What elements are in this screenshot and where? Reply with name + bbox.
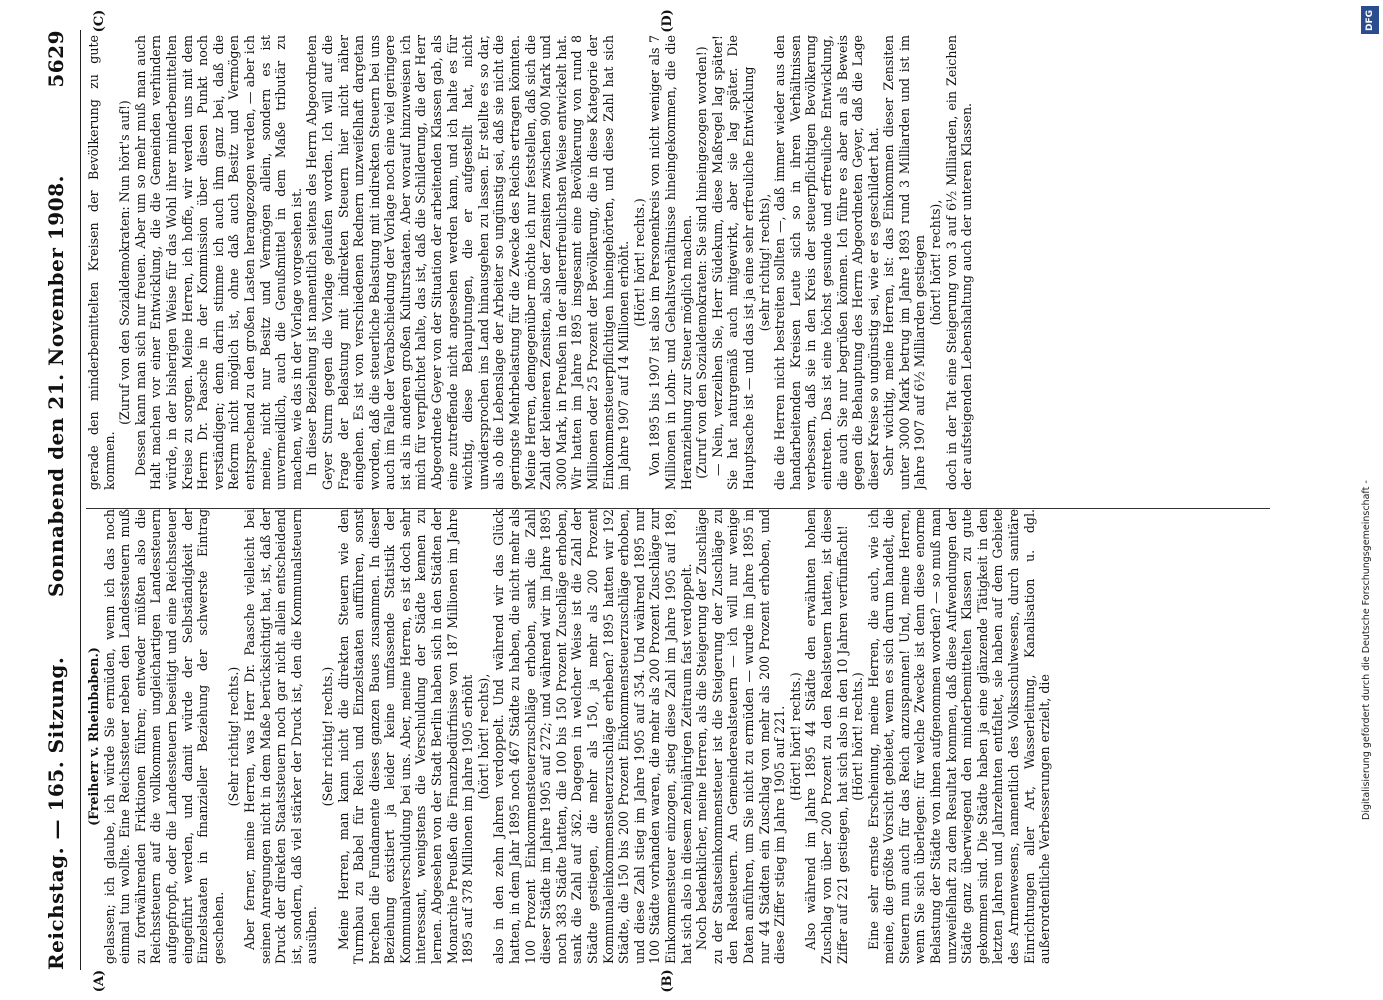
paragraph: — Nein, verzeihen Sie, Herr Südekum, diese Maßregel lag später! Sie hat naturgemäß auch mitgewirkt, aber sie lag später. Die Hauptsache ist — und das ist ja eine sehr erfreuliche Entwicklung: [709, 35, 756, 490]
paragraph: Dessen kann man sich nur freuen. Aber um so mehr muß man auch Halt machen vor einer Entwicklung, die die Gemeinden verhindern würde, in der bisherigen Weise für das Wohl ihrer minderbemittelten Kreise zu sorgen. Meine Herren, ich hoffe, wir werden uns mit dem Herrn Dr. Paasche in der Kommission über diesen Punkt noch verständigen; denn darin stimme ich auch ihm ganz bei, daß die Reform nicht möglich ist, ohne daß auch Besitz und Vermögen entsprechend zu den großen Lasten herangezogen werden, — aber ich meine, nicht nur Besitz und Vermögen allein, sondern es ist unvermeidlich, auch die Genußmittel in dem Maße tributär zu machen, wie das in der Vorlage vorgesehen ist.: [132, 35, 304, 490]
interjection: (Zuruf von den Sozialdemokraten: Sie sind hineingezogen worden!): [694, 46, 710, 479]
header-rule: [80, 30, 81, 970]
paragraph: Meine Herren, man kann nicht die direkten Steuern wie den Turmbau zu Babel für Reich und Einzelstaaten aufführen, sonst brechen die Fundamente dieses ganzen Baues zusammen. In dieser Beziehung existiert ja leider keine umfassende Statistik der Kommunalverschuldung bei uns. Aber, meine Herren, es ist doch sehr interessant, wenigstens die Verschuldung der Städte kennen zu lernen. Abgesehen von der Stadt Berlin haben sich in den Städten der Monarchie Preußen die Finanzbedürfnisse von 187 Millionen im Jahre 1895 auf 378 Millionen im Jahre 1905 erhöht: [335, 509, 476, 964]
margin-marker-a: (A): [92, 969, 107, 993]
column-divider: [86, 508, 1270, 509]
paragraph: gerade den minderbemittelten Kreisen der Bevölkerung zu gute kommen.: [86, 35, 117, 490]
interjection: (Hört! hört! rechts.): [631, 198, 647, 327]
paragraph: die die Herren nicht bestreiten sollten —, daß immer wieder aus den handarbeitenden Kreisen Leute sich so in ihren Verhältnissen verbessern, daß sie in den Kreis der steuerpflichtigen Bevölkerung eintreten. Das ist eine höchst gesunde und erfreuliche Entwicklung, die auch Sie nur begrüßen können. Ich führe es aber an als Beweis gegen die Behauptung des Herrn Abgeordneten Geyer, daß die Lage dieser Kreise so ungünstig sei, wie er es geschildert hat.: [772, 35, 881, 490]
interjection: (Hört! hört! rechts.): [787, 672, 803, 801]
paragraph: Sehr wichtig, meine Herren, ist: das Einkommen dieser Zensiten unter 3000 Mark betrug im Jahre 1893 rund 3 Milliarden und ist im Jahre 1907 auf 6½ Milliarden gestiegen: [881, 35, 928, 490]
interjection: (hört! hört! rechts),: [475, 673, 491, 800]
interjection: (sehr richtig! rechts),: [756, 193, 772, 332]
paragraph: Aber ferner, meine Herren, was Herr Dr. Paasche vielleicht bei seinen Anregungen nicht in dem Maße berücksichtigt hat, ist, daß der Druck der direkten Staatssteuern noch gar nicht allein entscheidend ist, sondern, daß viel stärker der Druck ist, den die Kommunalsteuern ausüben.: [241, 509, 320, 964]
right-column: [86, 35, 1270, 490]
speaker-line: (Freiherr v. Rheinbaben.): [86, 647, 101, 826]
paragraph: gelassen; ich glaube, ich würde Sie ermüden, wenn ich das noch einmal tun wollte. Eine Reichssteuer neben den Landessteuern muß zu fortwährenden Friktionen führen; entweder müßten also die Reichssteuern auf die vollkommen ungleichartigen Landessteuern aufgepfropft, oder die Landessteuern beseitigt und eine Reichssteuer eingeführt werden, und damit würde der Selbständigkeit der Einzelstaaten in finanzieller Beziehung der schwerste Eintrag geschehen.: [101, 509, 226, 964]
paragraph: doch in der Tat eine Steigerung von 3 auf 6½ Milliarden, ein Zeichen der aufsteigenden Lebenshaltung auch der unteren Klassen.: [943, 35, 975, 490]
dfg-logo: DFG: [1361, 6, 1379, 34]
header-left: Reichstag. — 165. Sitzung. Sonnabend den 21. November 1908.: [44, 174, 68, 970]
paragraph: In dieser Beziehung ist namentlich seitens des Herrn Abgeordneten Geyer Sturm gegen die Vorlage gelaufen worden. Ich will auf die Frage der Belastung mit indirekten Steuern hier nicht näher eingehen. Es ist von verschiedenen Rednern unzweifelhaft dargetan worden, daß die steuerliche Belastung mit indirekten Steuern bei uns auch im Falle der Verabschiedung der Vorlage noch eine viel geringere ist als in anderen großen Kulturstaaten. Aber worauf hinzuweisen ich mich für verpflichtet halte, das ist, daß die Schilderung, die der Herr Abgeordnete Geyer von der Situation der arbeitenden Klassen gab, als eine zutreffende nicht angesehen werden kann, und ich halte es für wichtig, diese Behauptungen, die er aufgestellt hat, nicht unwidersprochen ins Land hinausgehen zu lassen. Er stellte es so dar, als ob die Lebenslage der Arbeiter so ungünstig sei, daß sie nicht die geringste Mehrbelastung für die Zwecke des Reichs ertragen könnten. Meine Herren, demgegenüber möchte ich nur feststellen, daß sich die Zahl der kleineren Zensiten, also der Zensiten zwischen 900 Mark und 3000 Mark, in Preußen in der allererfreulichsten Weise entwickelt hat. Wir hatten im Jahre 1895 insgesamt eine Bevölkerung von rund 8 Millionen oder 25 Prozent der Bevölkerung, die in diese Kategorie der Einkommensteuerpflichtigen hineingehörten, und diese Zahl hat sich im Jahre 1907 auf 14 Millionen erhöht.: [304, 35, 632, 490]
paragraph: Noch bedenklicher, meine Herren, als die Steigerung der Zuschläge zu der Staatseinkommensteuer ist die Steigerung der Zuschläge zu den Realsteuern. An Gemeinderealsteuern — ich will nur wenige Daten anführen, um Sie nicht zu ermüden — wurde im Jahre 1895 in nur 44 Städten ein Zuschlag von mehr als 200 Prozent erhoben, und diese Ziffer stieg im Jahre 1905 auf 221.: [694, 509, 788, 964]
interjection: (hört! hört! rechts),: [928, 199, 944, 326]
interjection: (Sehr richtig! rechts.): [319, 666, 335, 807]
interjection: (Zuruf von den Sozialdemokraten: Nun hört's auf!): [117, 100, 133, 425]
interjection: (Sehr richtig! rechts.): [226, 666, 242, 807]
margin-marker-c: (C): [92, 9, 107, 33]
paragraph: Eine sehr ernste Erscheinung, meine Herren, die auch, wie ich meine, die größte Vorsicht gebietet, wenn es sich darum handelt, die Steuern nun auch für das Reich anzuspannen! Und, meine Herren, wenn Sie sich überlegen: für welche Zwecke ist denn diese enorme Belastung der Städte von ihnen aufgenommen worden? — so muß man unzweifelhaft zu dem Resultat kommen, daß diese Aufwendungen der Städte ganz überwiegend den minderbemittelten Klassen zu gute gekommen sind. Die Städte haben ja eine glänzende Tätigkeit in den letzten Jahren und Jahrzehnten entfaltet, sie haben auf dem Gebiete des Armenwesens, namentlich des Volksschulwesens, durch sanitäre Einrichtungen aller Art, Wasserleitung, Kanalisation u. dgl. außerordentliche Verbesserungen erzielt, die: [865, 509, 1053, 964]
digitization-note: Digitalisierung gefördert durch die Deutsche Forschungsgemeinschaft -: [1361, 480, 1372, 820]
left-column: [86, 509, 1270, 964]
margin-marker-d: (D): [660, 9, 675, 33]
page-header: [44, 30, 78, 970]
paragraph: Also während im Jahre 1895 44 Städte den erwähnten hohen Zuschlag von über 200 Prozent zu den Realsteuern hatten, ist diese Ziffer auf 221 gestiegen, hat sich also in den 10 Jahren verfünffacht!: [803, 509, 850, 964]
paragraph: Von 1895 bis 1907 ist also im Personenkreis von nicht weniger als 7 Millionen in Lohn- und Gehaltsverhältnisse hineingekommen, die die Heranziehung zur Steuer möglich machen.: [647, 35, 694, 490]
margin-marker-b: (B): [660, 969, 675, 993]
interjection: (Hört! hört! rechts.): [850, 672, 866, 801]
paragraph: also in den zehn Jahren verdoppelt. Und während wir das Glück hatten, in dem Jahr 1895 noch 467 Städte zu haben, die nicht mehr als 100 Prozent Einkommensteuerzuschläge erhoben, sank die Zahl dieser Städte im Jahre 1905 auf 272; und während wir im Jahre 1895 noch 383 Städte hatten, die 100 bis 150 Prozent Zuschläge erhoben, sank die Zahl auf 362. Dagegen in welcher Weise ist die Zahl der Städte gestiegen, die mehr als 150, ja mehr als 200 Prozent Kommunaleinkommensteuerzuschläge erheben? 1895 hatten wir 192 Städte, die 150 bis 200 Prozent Einkommensteuerzuschläge erhoben, und diese Zahl stieg im Jahre 1905 auf 354. Und während 1895 nur 100 Städte vorhanden waren, die mehr als 200 Prozent Zuschläge zur Einkommensteuer einzogen, stieg diese Zahl im Jahre 1905 auf 189, hat sich also in diesem zehnjährigen Zeitraum fast verdoppelt.: [491, 509, 694, 964]
page-number: 5629: [44, 30, 68, 88]
header-date: Sonnabend den 21. November 1908.: [44, 174, 68, 597]
